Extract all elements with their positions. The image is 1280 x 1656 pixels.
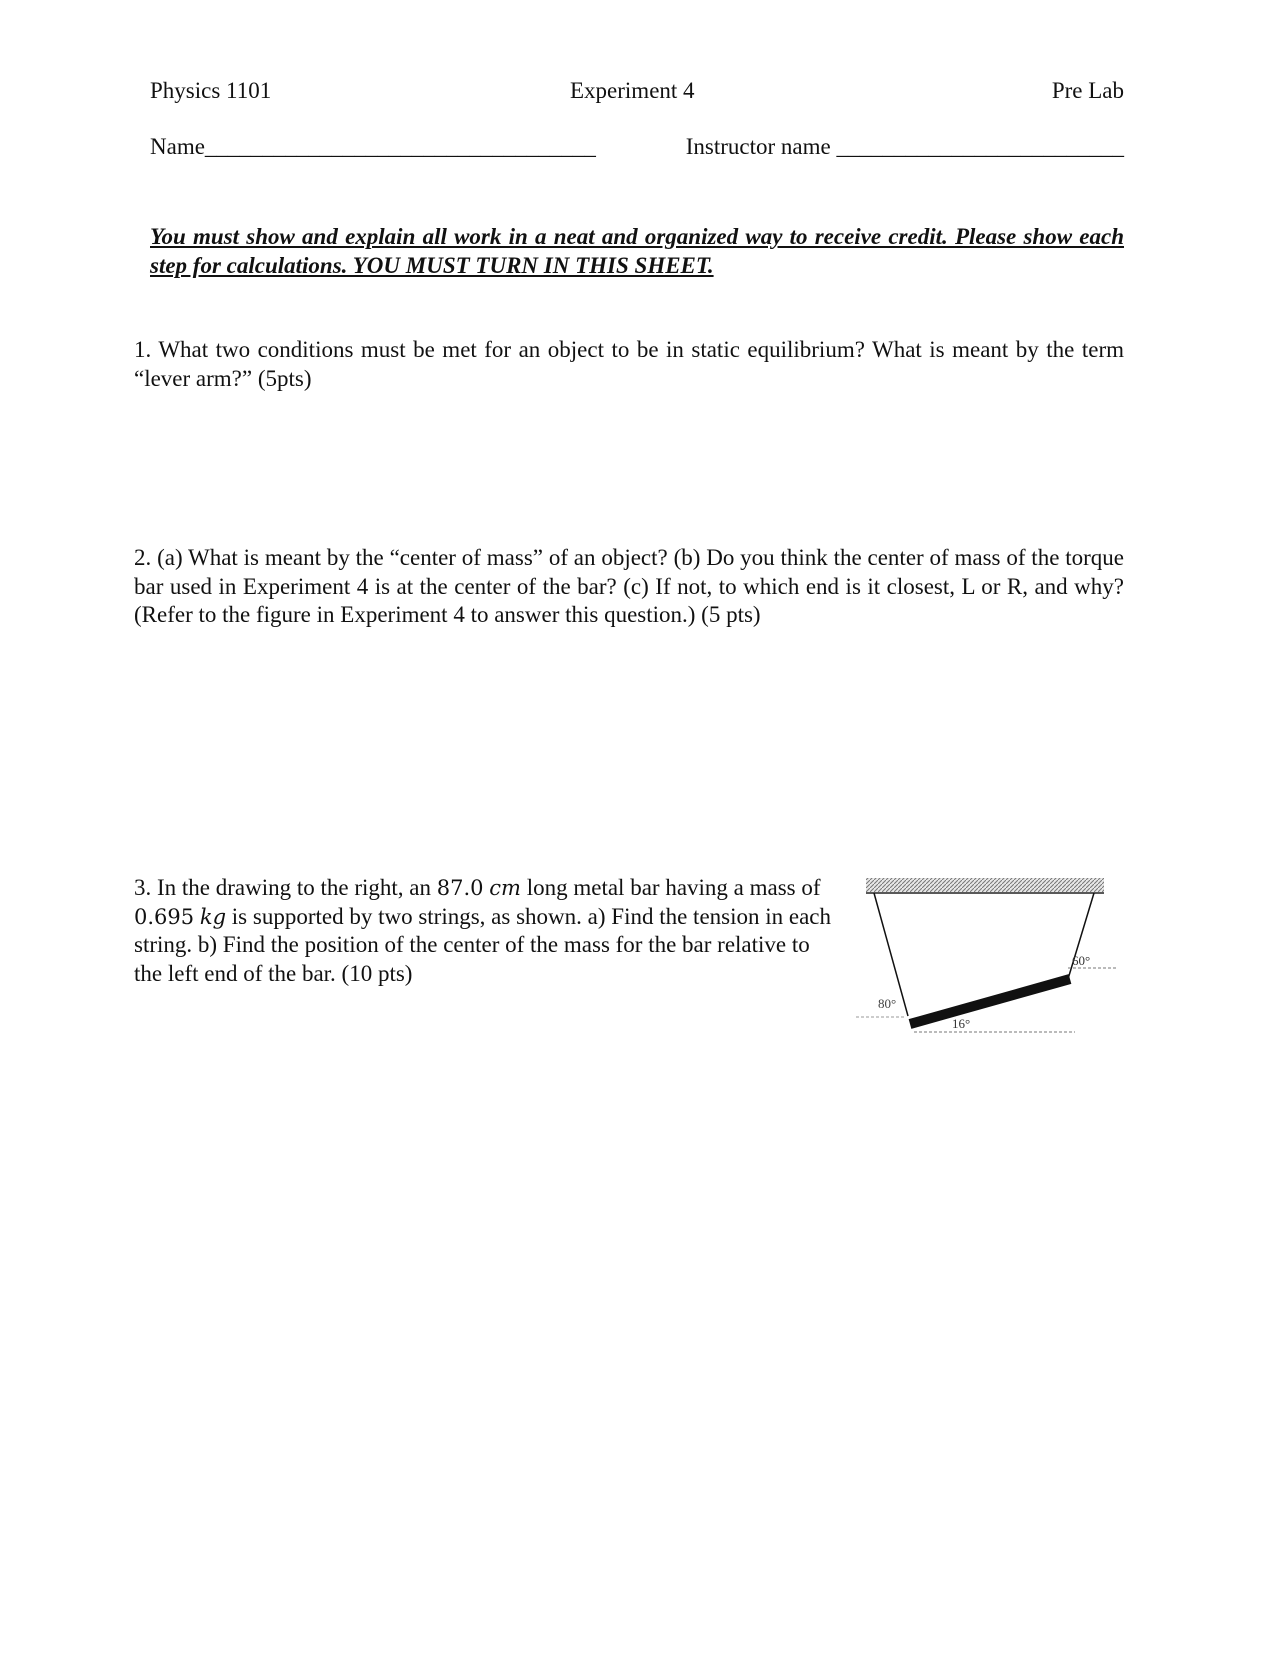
bar-diagram: [850, 864, 1130, 1044]
instructions: You must show and explain all work in a neat and organized way to receive credit. Please show each step for calculations. YOU MUST TURN IN THIS SHEET.: [150, 224, 1124, 278]
question-3: 3. In the drawing to the right, an 87.0 cm long metal bar having a mass of 0.695 kg is supported by two strings, as shown. a) Find the tension in each string. b) Find the position of the center of the mass for the bar relative to the left end of the bar. (10 pts): [134, 875, 832, 986]
metal-bar: [910, 979, 1070, 1024]
section-title: Pre Lab: [1051, 78, 1124, 103]
ceiling: [866, 878, 1104, 892]
mass-unit: kg: [199, 904, 227, 929]
angle-bar-label: 16°: [952, 1016, 971, 1031]
question-1: 1. What two conditions must be met for an object to be in static equilibrium? What is meant by the term “lever arm?” (5pts): [134, 337, 1124, 391]
instructor-name-field[interactable]: Instructor name _________________________: [685, 134, 1124, 159]
length-unit: cm: [489, 876, 521, 900]
experiment-title: Experiment 4: [570, 78, 695, 103]
name-field[interactable]: Name__________________________________: [150, 134, 596, 159]
bar-length-value: 87.0: [436, 876, 484, 900]
bar-mass-value: 0.695: [134, 904, 195, 929]
question-3-text: 3. In the drawing to the right, an: [134, 875, 437, 900]
angle-left-label: 80°: [878, 996, 897, 1011]
question-2: 2. (a) What is meant by the “center of mass” of an object? (b) Do you think the center of mass of the torque bar used in Experiment 4 is at the center of the bar? (c) If not, to which end is it closest, L or R, and why? (Refer to the figure in Experiment 4 to answer this question.) (5 pts): [134, 545, 1124, 627]
angle-right-label: 60°: [1072, 953, 1091, 968]
course-title: Physics 1101: [150, 78, 272, 103]
